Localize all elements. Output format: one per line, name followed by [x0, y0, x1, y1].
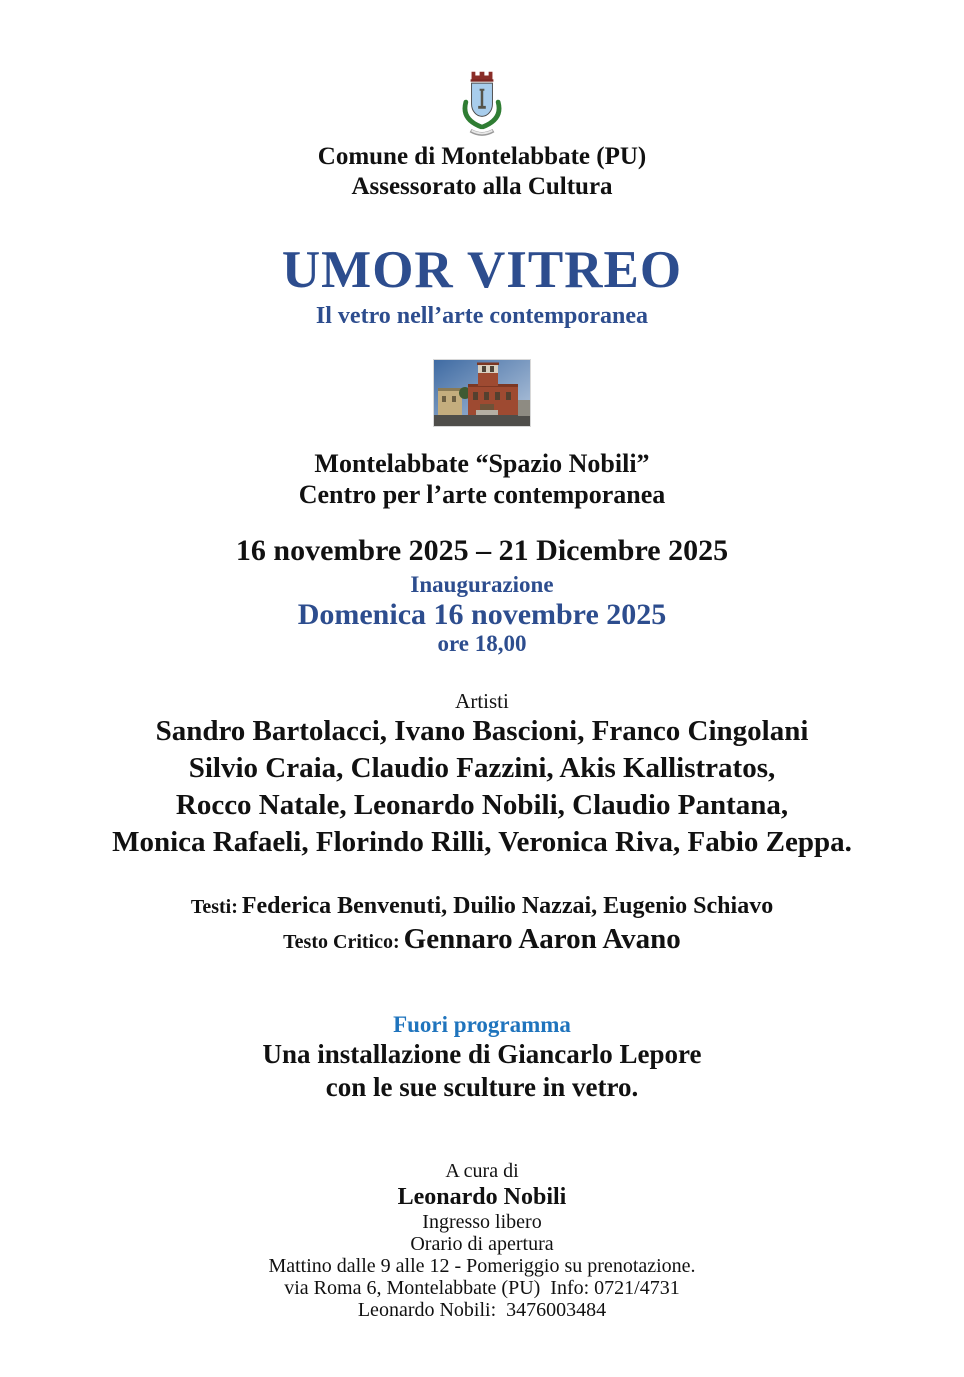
curated-by-label: A cura di [445, 1160, 519, 1182]
texts-authors-line [0, 891, 964, 924]
venue-photo-wrap [0, 359, 964, 432]
venue-description: Centro per l’arte contemporanea [298, 480, 666, 509]
fuori-programma-line: con le sue sculture in vetro. [325, 1072, 639, 1102]
artists-line: Sandro Bartolacci, Ivano Bascioni, Franco Cingolani [155, 715, 809, 747]
footer-line-address-info: via Roma 6, Montelabbate (PU) Info: 0721/4731 [284, 1277, 680, 1299]
exhibition-date-range: 16 novembre 2025 – 21 Dicembre 2025 [235, 534, 729, 567]
texts-label: Testi: [190, 896, 238, 918]
fuori-programma-block [0, 1011, 964, 1104]
critical-text-label: Testo Critico: [283, 931, 400, 953]
fuori-programma-line: Una installazione di Giancarlo Lepore [262, 1039, 702, 1069]
fuori-programma-heading: Fuori programma [393, 1012, 571, 1037]
artists-line: Monica Rafaeli, Florindo Rilli, Veronica Riva, Fabio Zeppa. [112, 826, 852, 858]
footer-line-contact: Leonardo Nobili: 3476003484 [357, 1299, 607, 1321]
opening-label: Inaugurazione [410, 572, 554, 597]
artists-line: Rocco Natale, Leonardo Nobili, Claudio Pantana, [175, 789, 789, 821]
header [0, 0, 964, 202]
footer-block [0, 1160, 964, 1321]
texts-authors: Federica Benvenuti, Duilio Nazzai, Eugenio Schiavo [241, 893, 774, 919]
footer-line-hours-label: Orario di apertura [410, 1233, 554, 1255]
texts-block [0, 891, 964, 959]
venue-name: Montelabbate “Spazio Nobili” [314, 449, 650, 478]
page-subtitle: Il vetro nell’arte contemporanea [315, 303, 649, 329]
org-name: Comune di Montelabbate (PU) [317, 143, 647, 170]
artists-line: Silvio Craia, Claudio Fazzini, Akis Kallistratos, [188, 752, 776, 784]
opening-time: ore 18,00 [437, 631, 527, 656]
artists-heading: Artisti [455, 689, 509, 713]
title-block [0, 242, 964, 331]
curator-name: Leonardo Nobili [397, 1184, 567, 1210]
dates-block [0, 534, 964, 657]
venue-block [0, 448, 964, 510]
footer-line-admission: Ingresso libero [422, 1211, 542, 1233]
montelabbate-coat-of-arms-icon [450, 66, 514, 142]
org-department: Assessorato alla Cultura [351, 173, 613, 200]
page-title: UMOR VITREO [281, 241, 683, 299]
spazio-nobili-building-photo [433, 359, 531, 427]
footer-line-hours: Mattino dalle 9 alle 12 - Pomeriggio su prenotazione. [268, 1255, 696, 1277]
critical-text-author: Gennaro Aaron Avano [403, 923, 681, 955]
artists-block [0, 689, 964, 861]
opening-date: Domenica 16 novembre 2025 [297, 598, 667, 631]
critical-text-line [0, 924, 964, 959]
